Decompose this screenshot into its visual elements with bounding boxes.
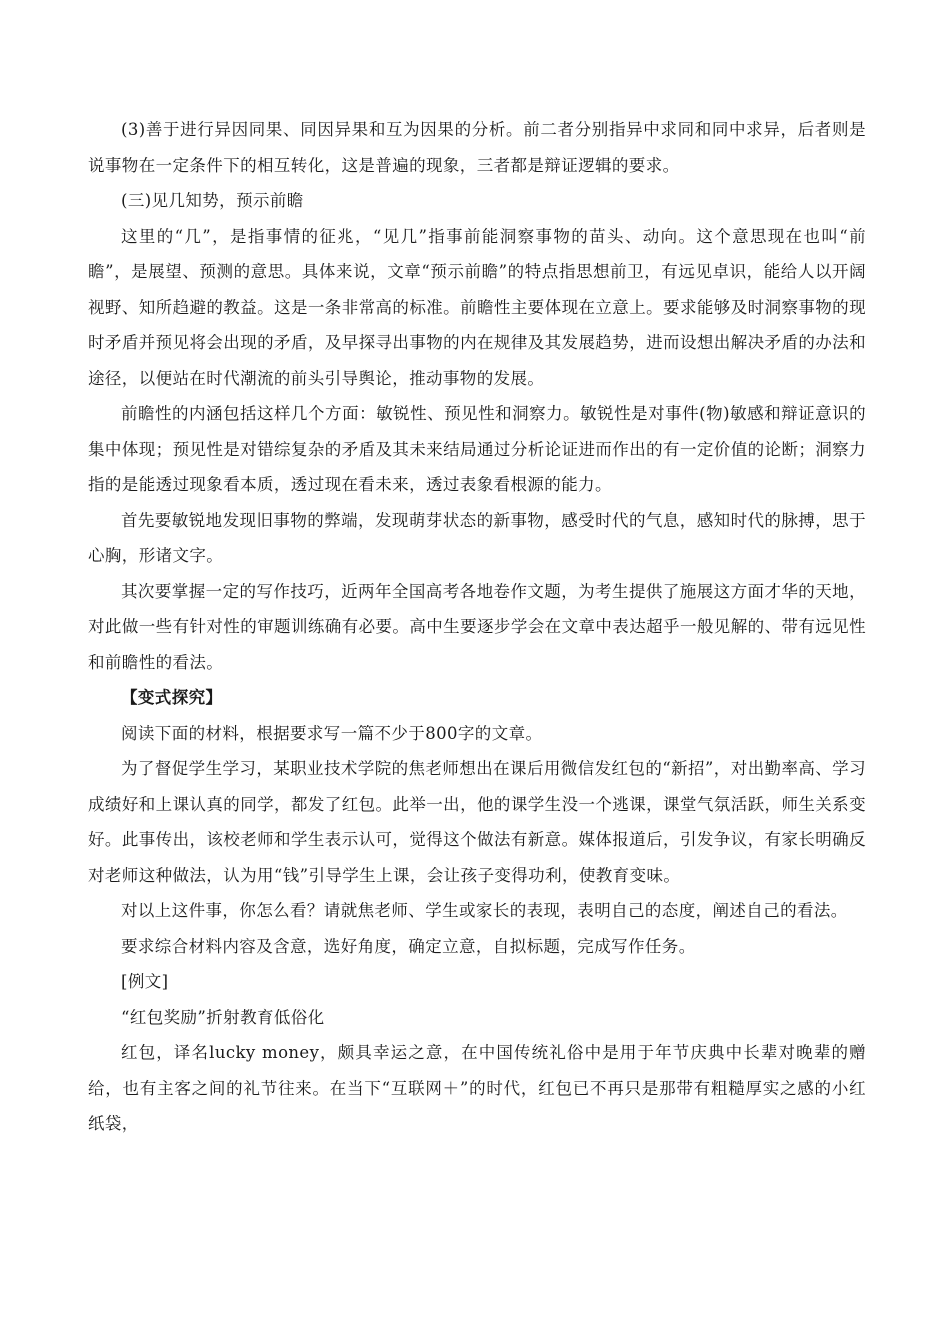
paragraph-requirement: 要求综合材料内容及含意，选好角度，确定立意，自拟标题，完成写作任务。: [121, 936, 696, 956]
paragraph-question: 对以上这件事，你怎么看？请就焦老师、学生或家长的表现，表明自己的态度，阐述自己的看法。: [121, 901, 848, 920]
section-heading-foresight: (三)见几知势，预示前瞻: [121, 191, 304, 210]
sample-title: “红包奖励”折射教育低俗化: [121, 1007, 325, 1027]
document-body: [88, 112, 866, 1142]
paragraph-analysis-point-3: (3)善于进行异因同果、同因异果和互为因果的分析。前二者分别指异中求同和同中求异，后者则是说事物在一定条件下的相互转化，这是普遍的现象，三者都是辩证逻辑的要求。: [88, 120, 866, 175]
variant-heading: 【变式探究】: [121, 688, 223, 707]
paragraph-material: 为了督促学生学习，某职业技术学院的焦老师想出在课后用微信发红包的“新招”，对出勤率高、学习成绩好和上课认真的同学，都发了红包。此举一出，他的课学生没一个逃课，课堂气氛活跃，师生关系变好。此事传出，该校老师和学生表示认可，觉得这个做法有新意。媒体报道后，引发争议，有家长明确反对老师这种做法，认为用“钱”引导学生上课，会让孩子变得功利，使教育变味。: [88, 759, 866, 885]
paragraph-sample-body: 红包，译名lucky money，颇具幸运之意，在中国传统礼俗中是用于年节庆典中长辈对晚辈的赠给，也有主客之间的礼节往来。在当下“互联网＋”的时代，红包已不再只是那带有粗糙厚实之感的小红纸袋，: [88, 1043, 866, 1133]
paragraph-foresight-definition: 这里的“几”，是指事情的征兆，“见几”指事前能洞察事物的苗头、动向。这个意思现在也叫“前瞻”，是展望、预测的意思。具体来说，文章“预示前瞻”的特点指思想前卫，有远见卓识，能给人以开阔视野、知所趋避的教益。这是一条非常高的标准。前瞻性主要体现在立意上。要求能够及时洞察事物的现时矛盾并预见将会出现的矛盾，及早探寻出事物的内在规律及其发展趋势，进而设想出解决矛盾的办法和途径，以便站在时代潮流的前头引导舆论，推动事物的发展。: [88, 226, 866, 388]
paragraph-second-step: 其次要掌握一定的写作技巧，近两年全国高考各地卷作文题，为考生提供了施展这方面才华的天地，对此做一些有针对性的审题训练确有必要。高中生要逐步学会在文章中表达超乎一般见解的、带有远见性和前瞻性的看法。: [88, 581, 866, 672]
paragraph-task-instruction: 阅读下面的材料，根据要求写一篇不少于800字的文章。: [121, 723, 543, 743]
sample-label: [例文]: [121, 972, 169, 991]
paragraph-foresight-aspects: 前瞻性的内涵包括这样几个方面：敏锐性、预见性和洞察力。敏锐性是对事件(物)敏感和辩证意识的集中体现；预见性是对错综复杂的矛盾及其未来结局通过分析论证进而作出的有一定价值的论断；洞察力指的是能透过现象看本质，透过现在看未来，透过表象看根源的能力。: [88, 404, 866, 494]
paragraph-first-step: 首先要敏锐地发现旧事物的弊端，发现萌芽状态的新事物，感受时代的气息，感知时代的脉搏，思于心胸，形诸文字。: [88, 510, 866, 565]
